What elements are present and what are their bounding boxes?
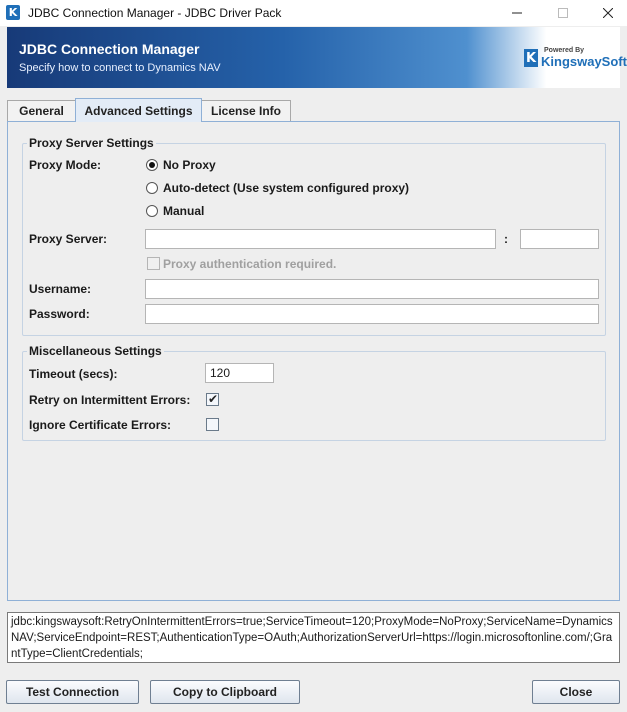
password-input[interactable] [145, 304, 599, 324]
proxy-auth-checkbox[interactable] [147, 257, 160, 270]
manual-radio[interactable] [146, 205, 158, 217]
connection-string-box[interactable]: jdbc:kingswaysoft:RetryOnIntermittentErrors=true;ServiceTimeout=120;ProxyMode=NoProxy;ServiceName=DynamicsNAV;ServiceEndpoint=REST;AuthenticationType=OAuth;AuthorizationServerUrl=https://login.microsoftonline.com/;GrantType=ClientCredentials; [7, 612, 620, 663]
tab-advanced-settings[interactable]: Advanced Settings [75, 98, 202, 122]
timeout-label: Timeout (secs): [29, 367, 118, 381]
misc-group-title: Miscellaneous Settings [29, 344, 162, 358]
username-label: Username: [29, 282, 92, 296]
title-bar [0, 0, 627, 26]
ignore-cert-label: Ignore Certificate Errors: [29, 418, 172, 432]
tab-license-info[interactable]: License Info [201, 100, 291, 121]
close-icon [603, 8, 613, 18]
copy-to-clipboard-button[interactable]: Copy to Clipboard [150, 680, 300, 704]
maximize-icon [558, 8, 568, 18]
no-proxy-radio[interactable] [146, 159, 158, 171]
logo-brand: KingswaySoft [541, 54, 627, 69]
close-window-button[interactable] [585, 0, 627, 26]
window-title: JDBC Connection Manager - JDBC Driver Pack [28, 6, 282, 20]
minimize-icon [512, 8, 522, 18]
banner-subtitle: Specify how to connect to Dynamics NAV [19, 62, 221, 74]
proxy-port-input[interactable] [520, 229, 599, 249]
test-connection-button[interactable]: Test Connection [6, 680, 139, 704]
proxy-server-input[interactable] [145, 229, 496, 249]
banner-title: JDBC Connection Manager [19, 41, 200, 57]
port-separator: : [504, 232, 508, 246]
proxy-auth-label: Proxy authentication required. [163, 257, 337, 271]
header-banner [7, 27, 627, 88]
auto-detect-label[interactable]: Auto-detect (Use system configured proxy) [163, 181, 410, 195]
proxy-server-label: Proxy Server: [29, 232, 108, 246]
auto-detect-radio[interactable] [146, 182, 158, 194]
kingswaysoft-logo [524, 45, 627, 73]
logo-powered-by: Powered By [544, 47, 585, 54]
logo-k-icon: K [525, 50, 537, 66]
checkmark-icon: ✔ [208, 392, 219, 406]
timeout-input[interactable]: 120 [205, 363, 274, 383]
tab-panel-advanced-settings [7, 121, 620, 601]
no-proxy-label[interactable]: No Proxy [163, 158, 216, 172]
maximize-button[interactable] [540, 0, 586, 26]
ignore-cert-checkbox[interactable] [206, 418, 219, 431]
tab-general[interactable]: General [7, 100, 76, 121]
manual-label[interactable]: Manual [163, 204, 205, 218]
retry-label: Retry on Intermittent Errors: [29, 393, 191, 407]
username-input[interactable] [145, 279, 599, 299]
minimize-button[interactable] [494, 0, 540, 26]
password-label: Password: [29, 307, 90, 321]
proxy-group-title: Proxy Server Settings [29, 136, 154, 150]
proxy-mode-label: Proxy Mode: [29, 158, 102, 172]
app-icon: K [6, 5, 20, 20]
close-button[interactable]: Close [532, 680, 620, 704]
retry-checkbox[interactable] [206, 393, 219, 406]
